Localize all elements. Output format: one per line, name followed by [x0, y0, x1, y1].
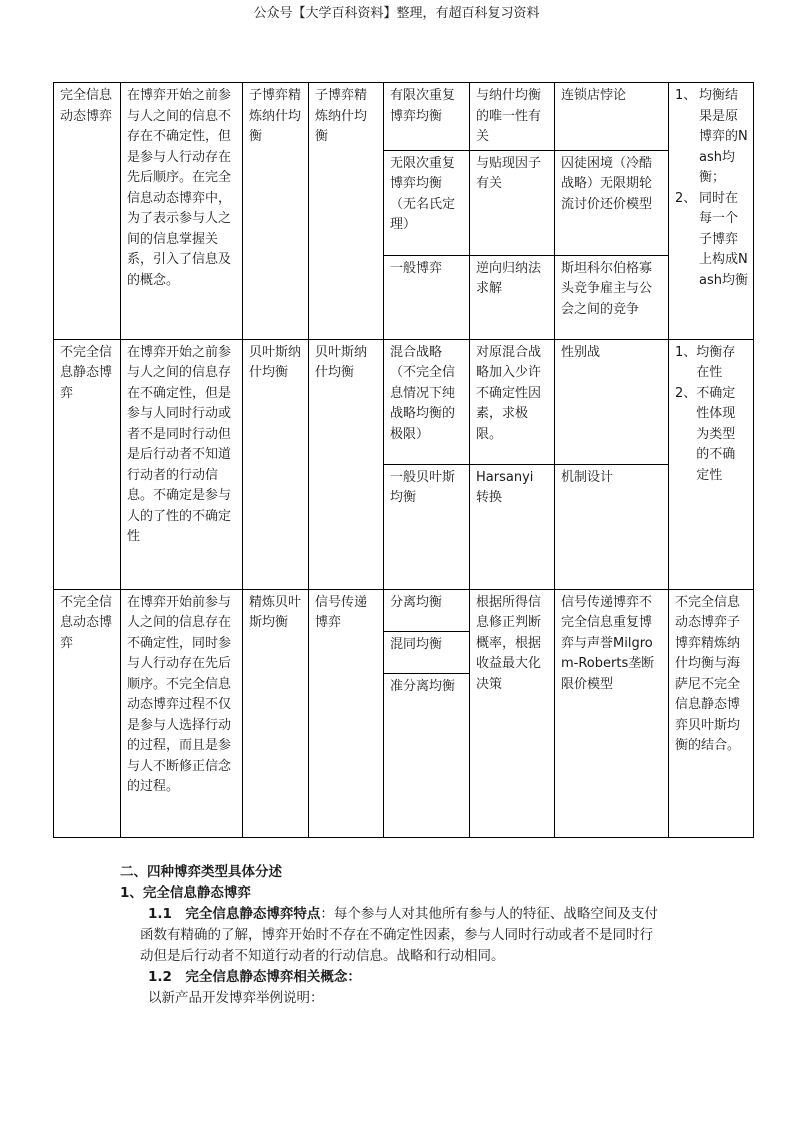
note-item: 2、 不确定性体现为类型的不确定性: [675, 385, 736, 483]
game-type-cell: 不完全信息动态博弈: [54, 589, 121, 837]
note-item: 1、 均衡结果是原博弈的Nash均衡；: [675, 88, 748, 185]
equilibrium-concept-cell: 子博弈精炼纳什均衡: [243, 83, 309, 340]
subtype-cell: 一般贝叶斯均衡: [384, 464, 470, 589]
method-cell: 与贴现因子有关: [470, 150, 555, 255]
game-type-cell: 不完全信息静态博弈: [54, 339, 121, 589]
subtype-cell: 一般博弈: [384, 255, 470, 339]
equilibrium-concept-cell: 信号传递博弈: [309, 589, 384, 837]
game-types-table: [53, 82, 754, 838]
paragraph-line: 函数有精确的了解，博弈开始时不存在不确定性因素，参与人同时行动或者不是同时行: [140, 927, 653, 943]
method-cell: 与纳什均衡的唯一性有关: [470, 83, 555, 151]
section-heading: 二、四种博弈类型具体分述: [120, 864, 282, 880]
subtype-cell: 混同均衡: [384, 631, 470, 673]
description-cell: 在博弈开始前参与人之间的信息存在不确定性，同时参与人行动存在先后顺序。不完全信息动态博弈过程不仅是参与人选择行动的过程，而且是参与人不断修正信念的过程。: [121, 589, 243, 837]
example-cell: 机制设计: [555, 464, 669, 589]
example-cell: 性别战: [555, 339, 669, 464]
paragraph-example-intro: 以新产品开发博弈举例说明：: [148, 990, 324, 1006]
method-cell: 根据所得信息修正判断概率，根据收益最大化决策: [470, 589, 555, 837]
description-cell: 在博弈开始之前参与人之间的信息不存在不确定性，但是参与人行动存在先后顺序。在完全信息动态博弈中，为了表示参与人之间的信息掌握关系，引入了信息及的概念。: [121, 83, 243, 340]
description-cell: 在博弈开始之前参与人之间的信息存在不确定性，但是参与人同时行动或者不是同时行动但是后行动者不知道行动者的行动信息。不确定是参与人的了性的不确定性: [121, 339, 243, 589]
subtype-cell: 分离均衡: [384, 589, 470, 631]
example-cell: 信号传递博弈不完全信息重复博弈与声誉Milgrom-Roberts垄断限价模型: [555, 589, 669, 837]
example-cell: 斯坦科尔伯格寡头竞争雇主与公会之间的竞争: [555, 255, 669, 339]
note-item: 2、 同时在每一个子博弈上构成Nash均衡: [675, 190, 748, 288]
subtype-cell: 混合战略（不完全信息情况下纯战略均衡的极限）: [384, 339, 470, 464]
paragraph-1-2-heading: 1.2 完全信息静态博弈相关概念：: [148, 969, 361, 985]
method-cell: 逆向归纳法求解: [470, 255, 555, 339]
page-header: 公众号【大学百科资料】整理，有超百科复习资料: [253, 6, 540, 21]
notes-cell: [669, 339, 754, 589]
notes-cell: [669, 83, 754, 340]
note-item: 1、 均衡存在性: [675, 344, 736, 380]
example-cell: 囚徒困境（冷酷战略）无限期轮流讨价还价模型: [555, 150, 669, 255]
equilibrium-concept-cell: 精炼贝叶斯均衡: [243, 589, 309, 837]
example-cell: 连锁店悖论: [555, 83, 669, 151]
equilibrium-concept-cell: 贝叶斯纳什均衡: [243, 339, 309, 589]
notes-cell: 不完全信息动态博弈子博弈精炼纳什均衡与海萨尼不完全信息静态博弈贝叶斯均衡的结合。: [669, 589, 754, 837]
method-cell: 对原混合战略加入少许不确定性因素，求极限。: [470, 339, 555, 464]
paragraph-text: ：每个参与人对其他所有参与人的特征、战略空间及支付: [320, 906, 658, 922]
subsection-heading: 1、完全信息静态博弈: [120, 885, 251, 901]
equilibrium-concept-cell: 贝叶斯纳什均衡: [309, 339, 384, 589]
game-type-cell: 完全信息动态博弈: [54, 83, 121, 340]
paragraph-1-1: [148, 904, 688, 925]
method-cell: Harsanyi 转换: [470, 464, 555, 589]
equilibrium-concept-cell: 子博弈精炼纳什均衡: [309, 83, 384, 340]
paragraph-line: 动但是后行动者不知道行动者的行动信息。战略和行动相同。: [140, 948, 505, 964]
subtype-cell: 准分离均衡: [384, 673, 470, 837]
paragraph-label: 1.1 完全信息静态博弈特点: [148, 906, 321, 922]
subtype-cell: 无限次重复博弈均衡（无名氏定理）: [384, 150, 470, 255]
subtype-cell: 有限次重复博弈均衡: [384, 83, 470, 151]
